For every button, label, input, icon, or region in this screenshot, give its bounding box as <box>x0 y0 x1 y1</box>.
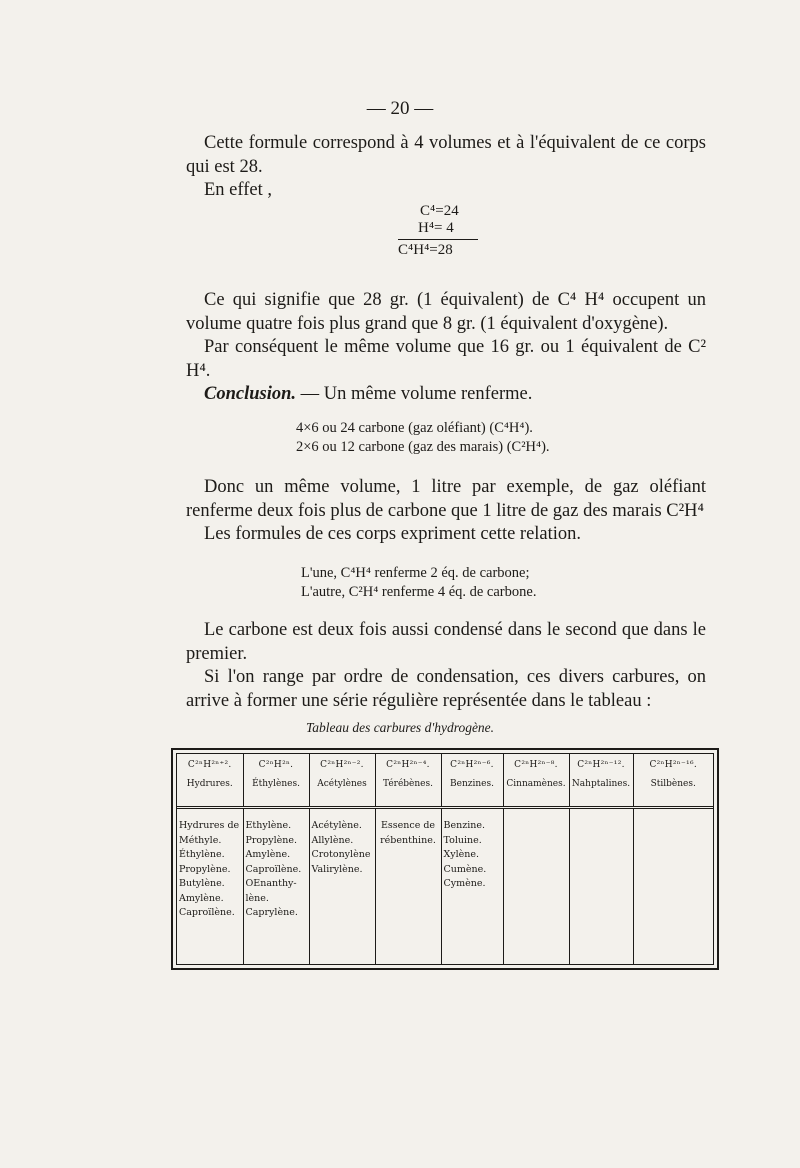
calc-rule <box>398 239 478 240</box>
table-entry: lène. <box>245 892 269 904</box>
table-header: C²ⁿH²ⁿ. Éthylènes. <box>243 754 309 808</box>
paragraph-range: Si l'on range par ordre de condensation, ces divers carbures, on arrive à former une série régulière représentée dans le tableau : <box>186 667 706 711</box>
table-entry: rébenthine. <box>380 834 436 846</box>
paragraph-condense: Le carbone est deux fois aussi condensé dans le second que dans le premier. <box>186 620 706 664</box>
carbures-table <box>177 754 713 964</box>
table-header: C²ⁿH²ⁿ⁻⁶. Benzines. <box>441 754 503 808</box>
table-entry: Acétylène. <box>311 820 362 831</box>
calc-line-hydrogen: H⁴= 4 <box>418 220 454 236</box>
table-cell-col4 <box>441 808 503 965</box>
text-block-donc <box>186 476 706 547</box>
table-entry: Ethylène. <box>245 820 292 831</box>
formula-olefiant: 4×6 ou 24 carbone (gaz oléfiant) (C⁴H⁴). <box>296 420 533 436</box>
paragraph-formula-volumes: Cette formule correspond à 4 volumes et à l'équivalent de ce corps qui est 28. <box>186 133 706 177</box>
table-cell-col0 <box>177 808 243 965</box>
text-block-bottom <box>186 619 706 713</box>
formula-lines <box>296 419 550 457</box>
table-caption: Tableau des carbures d'hydrogène. <box>305 720 495 735</box>
table-entry: Toluine. <box>443 834 482 846</box>
table-entry: Propylène. <box>179 863 231 875</box>
table-cell-col1 <box>243 808 309 965</box>
calc-line-carbon: C⁴=24 <box>420 203 459 219</box>
table-cell-col3 <box>375 808 441 965</box>
table-entry: Caprylène. <box>245 907 298 918</box>
table-entry: Cymène. <box>443 878 486 889</box>
table-header: C²ⁿH²ⁿ⁻¹⁶. Stilbènes. <box>633 754 713 808</box>
table-entry: Caproïlène. <box>245 863 302 875</box>
table-entry: Amylène. <box>245 849 291 860</box>
carbures-table-frame <box>171 748 719 970</box>
table-entry: Crotonylène <box>311 849 371 860</box>
table-header: C²ⁿH²ⁿ⁻⁸. Cinnamènes. <box>503 754 569 808</box>
calculation-block <box>398 203 478 259</box>
table-body-row <box>177 808 713 965</box>
paragraph-signifie: Ce qui signifie que 28 gr. (1 équivalent) de C⁴ H⁴ occupent un volume quatre fois plus grand que 8 gr. (1 équivalent d'oxygène). <box>186 290 706 334</box>
conclusion-label: Conclusion. <box>204 384 297 404</box>
paragraph-en-effet: En effet , <box>204 180 272 200</box>
table-entry: Caproïlène. <box>179 907 235 918</box>
table-entry: Méthyle. <box>179 834 222 846</box>
conclusion-text: — Un même volume renferme. <box>296 384 533 404</box>
table-entry: Cumène. <box>443 863 487 875</box>
relation-lines <box>301 564 536 602</box>
text-block-top <box>186 132 706 203</box>
paragraph-consequent: Par conséquent le même volume que 16 gr. ou 1 équivalent de C² H⁴. <box>186 337 706 381</box>
calc-total: C⁴H⁴=28 <box>398 242 453 258</box>
table-entry: Valirylène. <box>311 863 363 875</box>
table-header-row <box>177 754 713 808</box>
line-une: L'une, C⁴H⁴ renferme 2 éq. de carbone; <box>301 565 530 581</box>
line-autre: L'autre, C²H⁴ renferme 4 éq. de carbone. <box>301 584 537 600</box>
table-cell-col7 <box>633 808 713 965</box>
table-entry: Allylène. <box>311 834 354 846</box>
text-block-middle <box>186 289 706 407</box>
paragraph-donc: Donc un même volume, 1 litre par exemple, de gaz oléfiant renferme deux fois plus de carbone que 1 litre de gaz des marais C²H⁴ <box>186 477 706 521</box>
table-header: C²ⁿH²ⁿ⁺². Hydrures. <box>177 754 243 808</box>
table-entry: Hydrures de <box>179 820 240 831</box>
table-entry: Butylène. <box>179 878 225 889</box>
paragraph-formules: Les formules de ces corps expriment cette relation. <box>204 524 582 544</box>
table-header: C²ⁿH²ⁿ⁻⁴. Térébènes. <box>375 754 441 808</box>
table-entry: OEnanthy- <box>245 878 297 889</box>
table-entry: Xylène. <box>443 849 480 860</box>
page-number: — 20 — <box>366 98 434 119</box>
table-cell-col6 <box>569 808 633 965</box>
formula-marais: 2×6 ou 12 carbone (gaz des marais) (C²H⁴). <box>296 439 550 455</box>
table-entry: Propylène. <box>245 834 298 846</box>
table-entry: Éthylène. <box>179 849 225 860</box>
table-cell-col2 <box>309 808 375 965</box>
table-entry: Amylène. <box>179 892 224 904</box>
table-cell-col5 <box>503 808 569 965</box>
table-entry: Benzine. <box>443 820 486 831</box>
table-entry: Essence de <box>380 820 436 831</box>
table-header: C²ⁿH²ⁿ⁻¹². Nahptalines. <box>569 754 633 808</box>
table-header: C²ⁿH²ⁿ⁻². Acétylènes <box>309 754 375 808</box>
paragraph-conclusion <box>186 383 706 407</box>
